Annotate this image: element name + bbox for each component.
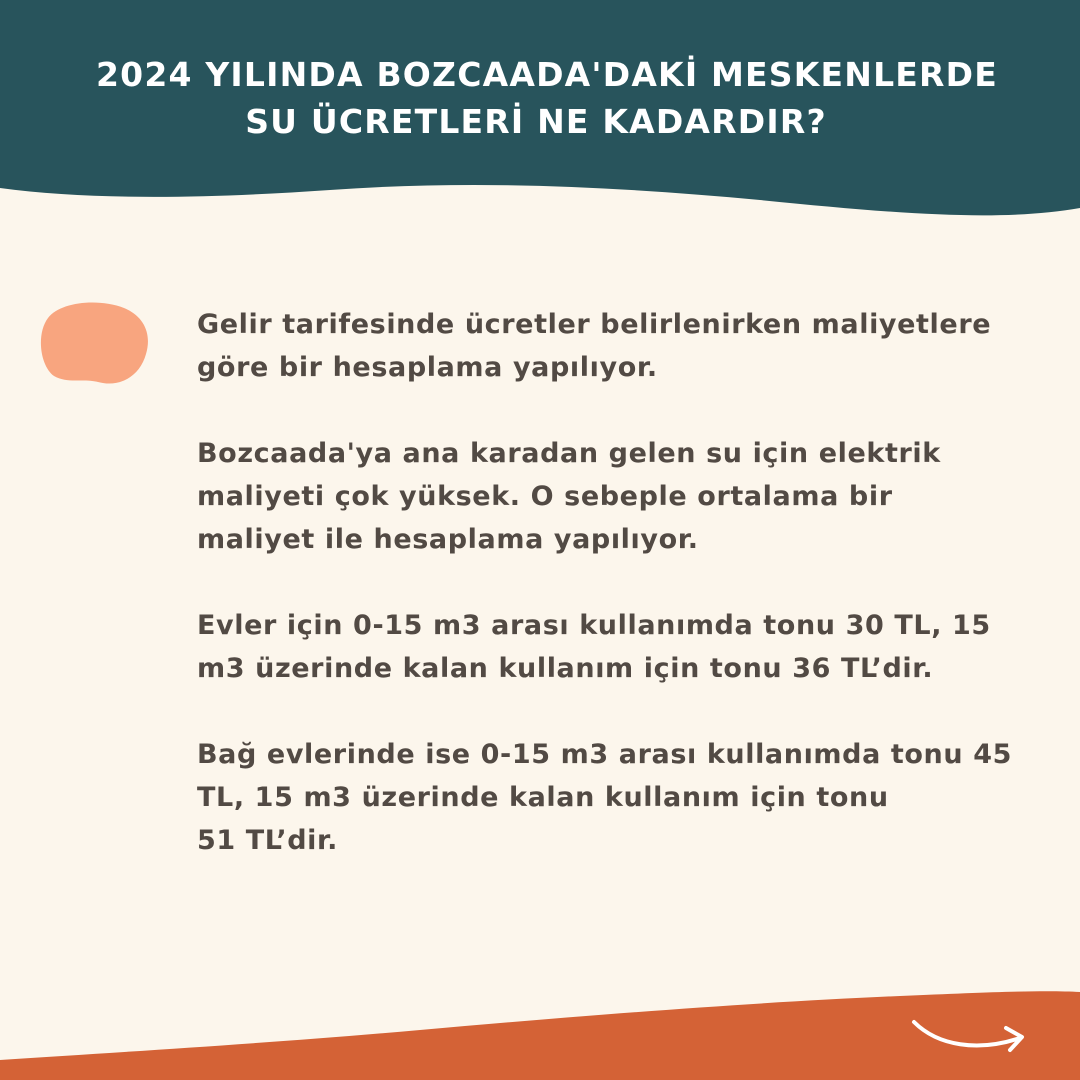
title-line-2: SU ÜCRETLERİ NE KADARDIR?	[245, 101, 827, 141]
paragraph-electricity-cost: Bozcaada'ya ana karadan gelen su için elektrik maliyeti çok yüksek. O sebeple ortalama bir maliyet ile hesaplama yapılıyor.	[197, 438, 941, 555]
page-title	[0, 52, 1080, 146]
body-text	[197, 303, 1057, 905]
paragraph-tariff: Gelir tarifesinde ücretler belirlenirken maliyetlere göre bir hesaplama yapılıyor.	[197, 309, 992, 383]
paragraph-home-prices: Evler için 0-15 m3 arası kullanımda tonu 30 TL, 15 m3 üzerinde kalan kullanım için tonu 36 TL’dir.	[197, 610, 991, 684]
paragraph-vineyard-home-prices: Bağ evlerinde ise 0-15 m3 arası kullanımda tonu 45 TL, 15 m3 üzerinde kalan kullanım için tonu 51 TL’dir.	[197, 739, 1012, 856]
decorative-blob-icon	[38, 300, 152, 392]
arrow-right-icon[interactable]	[908, 1014, 1034, 1060]
title-line-1: 2024 YILINDA BOZCAADA'DAKİ MESKENLERDE	[96, 55, 998, 94]
